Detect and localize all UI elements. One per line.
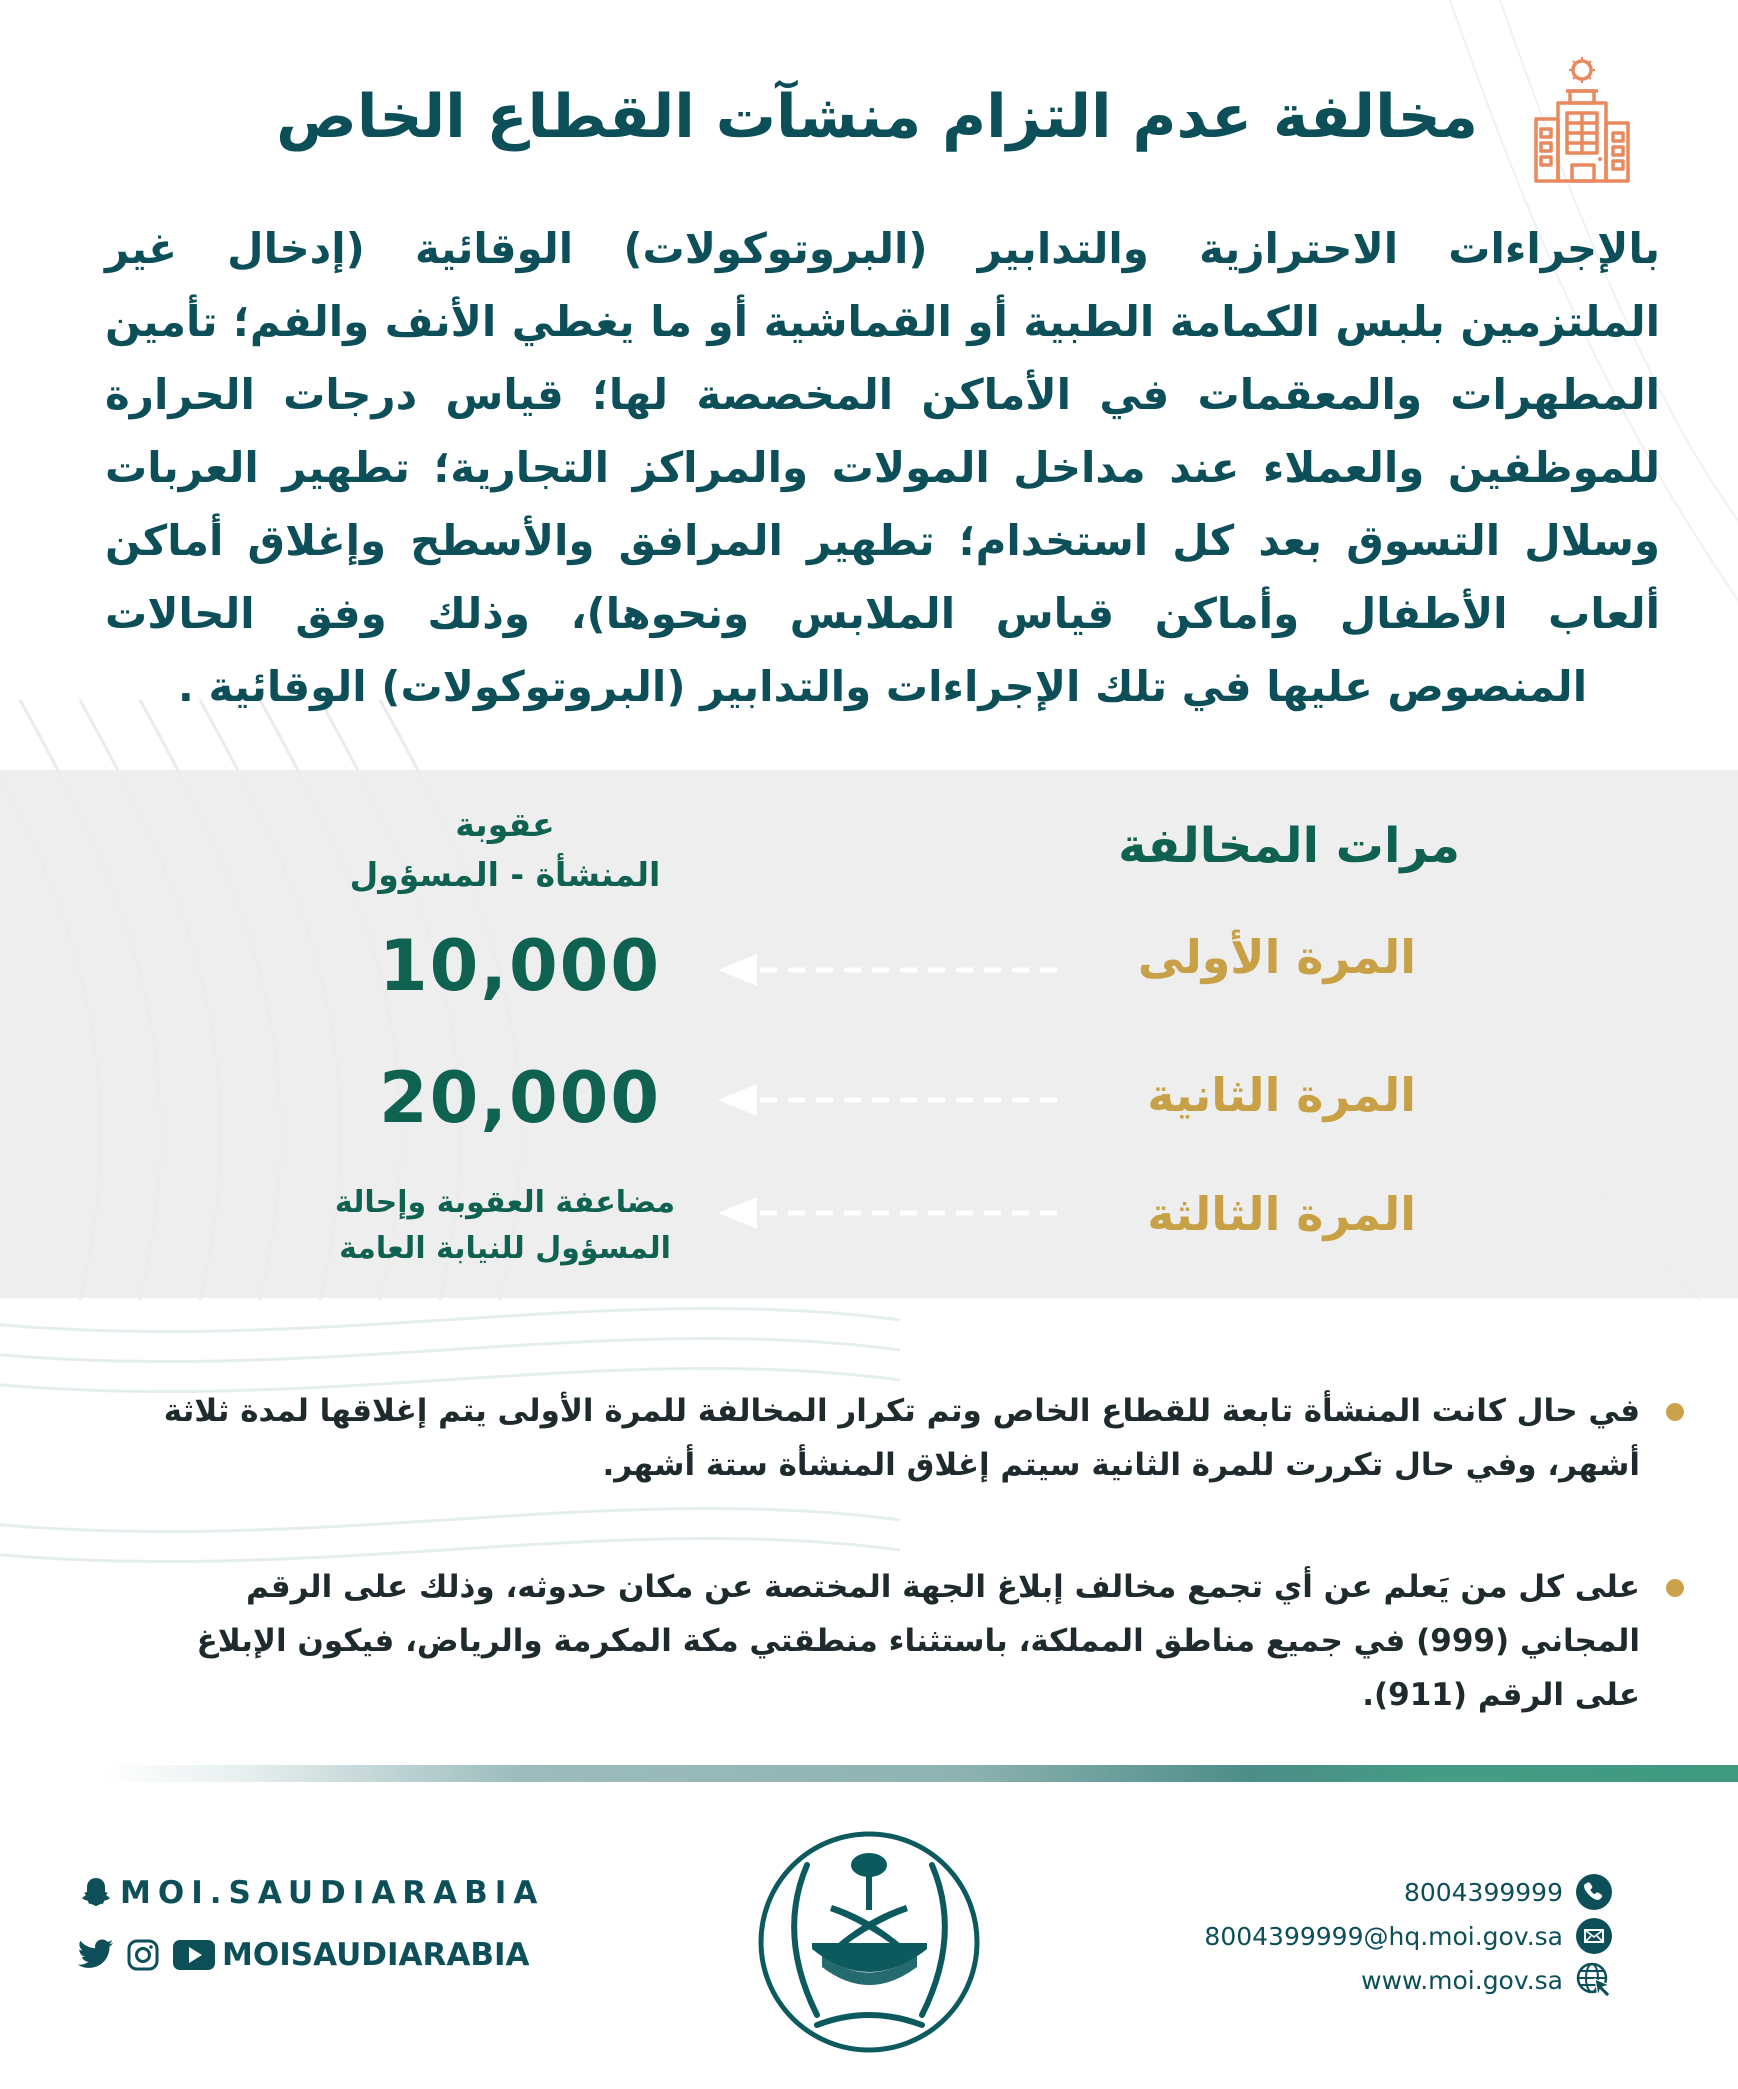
email-address: 8004399999@hq.moi.gov.sa — [1204, 1921, 1563, 1951]
penalty-second: 20,000 — [378, 1057, 662, 1139]
bullet-icon — [1666, 1403, 1684, 1421]
website-link[interactable] — [1361, 1961, 1613, 1999]
phone-contact[interactable] — [1404, 1873, 1613, 1911]
occurrences-header: مرات المخالفة — [1118, 818, 1460, 874]
note-closure: في حال كانت المنشأة تابعة للقطاع الخاص وتم تكرار المخالفة للمرة الأولى يتم إغلاقها لمدة ثلاثة أشهر، وفي حال تكررت للمرة الثانية سيتم إغلاق المنشأة ستة أشهر. — [163, 1393, 1640, 1483]
intro-paragraph: بالإجراءات الاحترازية والتدابير (البروتوكولات) الوقائية (إدخال غير الملتزمين بلبس الكمامة الطبية أو القماشية أو ما يغطي الأنف والفم؛ تأمين المطهرات والمعقمات في الأماكن المخصصة لها؛ قياس درجات الحرارة للموظفين والعملاء عند مداخل المولات والمراكز التجارية؛ تطهير العربات وسلال التسوق بعد كل استخدام؛ تطهير المرافق والأسطح وإغلاق أماكن ألعاب الأطفال وأماكن قياس الملابس ونحوها)، وذلك وفق الحالات المنصوص عليها في تلك الإجراءات والتدابير (البروتوكولات) الوقائية . — [105, 224, 1660, 711]
penalty-third-line2: المسؤول للنيابة العامة — [339, 1231, 671, 1266]
snapchat-handle: MOI.SAUDIARABIA — [120, 1875, 545, 1911]
footer-divider — [0, 1765, 1738, 1782]
arrow-left-icon — [715, 1193, 1065, 1233]
phone-number: 8004399999 — [1403, 1877, 1563, 1907]
bullet-icon — [1666, 1579, 1684, 1597]
note-reporting: على كل من يَعلم عن أي تجمع مخالف إبلاغ الجهة المختصة عن مكان حدوثه، وذلك على الرقم المجاني (999) في جميع مناطق المملكة، باستثناء منطقتي مكة المكرمة والرياض، فيكون الإبلاغ على الرقم (911). — [196, 1569, 1640, 1713]
moi-emblem-logo — [752, 1825, 987, 2060]
website-url: www.moi.gov.sa — [1361, 1965, 1563, 1995]
occurrence-third: المرة الثالثة — [1147, 1187, 1416, 1241]
penalty-header-line1: عقوبة — [455, 805, 555, 844]
social-links — [78, 1937, 530, 1973]
occurrence-second: المرة الثانية — [1147, 1068, 1416, 1122]
penalty-first: 10,000 — [378, 925, 662, 1007]
youtube-icon[interactable] — [172, 1939, 216, 1971]
penalty-third-line1: مضاعفة العقوبة وإحالة — [334, 1185, 676, 1220]
snapchat-link[interactable] — [78, 1875, 544, 1911]
snapchat-icon — [78, 1875, 114, 1911]
penalty-third — [320, 1180, 690, 1272]
mail-icon — [1575, 1917, 1613, 1955]
globe-cursor-icon — [1575, 1961, 1613, 1999]
phone-icon — [1575, 1873, 1613, 1911]
page-title: مخالفة عدم التزام منشآت القطاع الخاص — [276, 82, 1478, 152]
instagram-icon[interactable] — [126, 1938, 160, 1972]
arrow-left-icon — [715, 1080, 1065, 1120]
social-handle: MOISAUDIARABIA — [222, 1937, 530, 1973]
building-virus-icon — [1530, 55, 1635, 185]
occurrence-first: المرة الأولى — [1137, 930, 1416, 984]
twitter-icon[interactable] — [78, 1939, 114, 1971]
penalty-header — [320, 800, 690, 900]
arrow-left-icon — [715, 950, 1065, 990]
email-contact[interactable] — [1204, 1917, 1613, 1955]
penalty-header-line2: المنشأة - المسؤول — [349, 855, 661, 894]
